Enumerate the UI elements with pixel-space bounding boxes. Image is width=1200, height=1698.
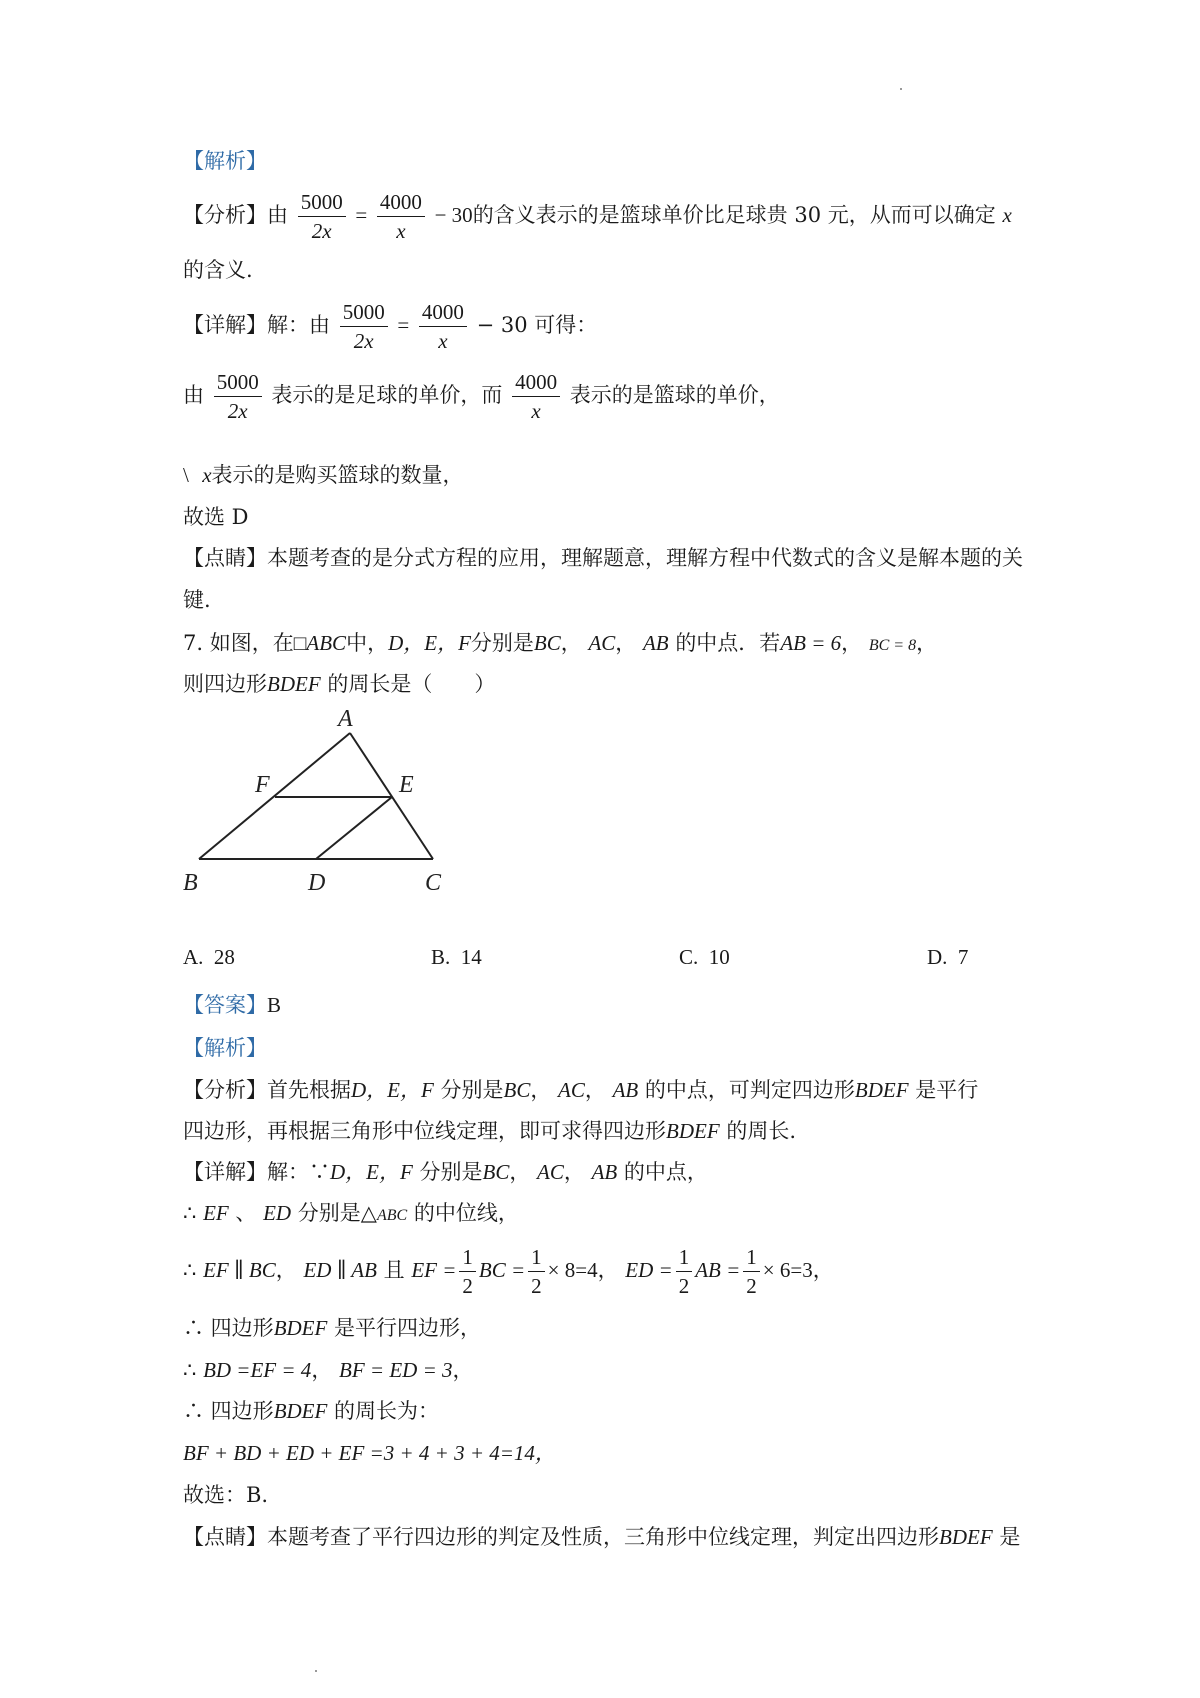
math-bc-eq: BC =: [478, 1258, 526, 1282]
page-mark: [900, 88, 902, 90]
math-ab: AB: [591, 1160, 618, 1184]
fraction-one-half: $\frac{1}{2}$: [528, 1245, 545, 1298]
equals-sign: =: [355, 203, 368, 227]
fraction-5000-2x: $\frac{5000}{2x}$: [214, 370, 262, 423]
analysis-pre: 由: [267, 203, 288, 227]
detail2-pre: 解：∵: [267, 1160, 330, 1184]
analysis2-c: 的中点，可判定四边形: [644, 1078, 855, 1102]
math-bdef: BDEF: [267, 672, 321, 696]
detail2-line-1: 【详解】解：∵D，E，F 分别是BC， AC， AB 的中点，: [183, 1160, 708, 1184]
section-heading-jiexi: 【解析】: [183, 1036, 267, 1060]
detail2-l4: ∴ 四边形: [183, 1316, 274, 1340]
math-ed-eq: ED =: [625, 1258, 673, 1282]
analysis2-line-2: [183, 1116, 796, 1146]
detail2-line-7: BF + BD + ED + EF =3 + 4 + 3 + 4=14，: [183, 1441, 556, 1465]
math-ab: AB: [612, 1078, 639, 1102]
detail-tag: 【详解】: [183, 313, 267, 337]
answer-line: [183, 990, 281, 1020]
review2-post: 是: [999, 1525, 1021, 1549]
option-d[interactable]: D. 7: [927, 945, 969, 969]
section-heading-jiexi: 【解析】: [183, 149, 267, 173]
detail2-l4-b: 是平行四边形，: [334, 1316, 482, 1340]
fraction-4000-x: $\frac{4000}{x}$: [419, 300, 467, 353]
label-d: D: [308, 870, 326, 896]
detail-line2-mid: 表示的是足球的单价，而: [271, 383, 503, 407]
math-def: D，E，F: [351, 1078, 434, 1102]
fraction-one-half: $\frac{1}{2}$: [743, 1245, 760, 1298]
analysis-tag: 【分析】: [183, 1078, 267, 1102]
label-b: B: [183, 870, 198, 896]
math-ac: AC: [558, 1078, 585, 1102]
var-x: x: [202, 463, 212, 487]
math-times-8-eq-4: × 8=4: [547, 1258, 598, 1282]
fraction-one-half: $\frac{1}{2}$: [676, 1245, 693, 1298]
math-ef: EF: [203, 1201, 229, 1225]
analysis2-b: 分别是: [440, 1078, 504, 1102]
option-a[interactable]: A. 28: [183, 945, 235, 969]
detail-line-3: [183, 460, 464, 490]
detail2-line-2: [183, 1198, 519, 1231]
review-tag: 【点睛】: [183, 1525, 267, 1549]
label-a: A: [338, 706, 353, 732]
detail2-line-8: 故选：B.: [183, 1483, 269, 1507]
fraction-4000-x: $\frac{4000}{x}$: [512, 370, 560, 423]
math-ac: AC: [537, 1160, 564, 1184]
answer-tag: 【答案】: [183, 993, 267, 1017]
review2-text: 本题考查了平行四边形的判定及性质，三角形中位线定理，判定出四边形: [267, 1525, 939, 1549]
analysis2-a: 首先根据: [267, 1078, 351, 1102]
math-ac: AC: [588, 631, 616, 655]
analysis2-line2-a: 四边形，再根据三角形中位线定理，即可求得四边形: [183, 1119, 666, 1143]
detail2-l2-c: 分别是△: [297, 1201, 377, 1225]
math-bc-8: BC = 8: [868, 637, 917, 654]
var-x: x: [1002, 203, 1012, 227]
fraction-one-half: $\frac{1}{2}$: [459, 1245, 476, 1298]
question-7-line-1: 7. 如图，在□ABC中，D，E，F分别是BC， AC， AB 的中点．若AB = 6， BC = 8，: [183, 631, 938, 655]
detail-line-2: [183, 370, 780, 423]
detail-line-1: [183, 300, 597, 353]
detail-line2-post: 表示的是篮球的单价，: [569, 383, 780, 407]
label-f: F: [255, 772, 270, 798]
detail2-l3-b: 且: [383, 1258, 405, 1282]
math-def: D，E，F: [330, 1160, 413, 1184]
detail-tag: 【详解】: [183, 1160, 267, 1184]
fraction-5000-2x: $\frac{5000}{2x}$: [340, 300, 388, 353]
q7-line2-a: 则四边形: [183, 672, 267, 696]
math-bdef: BDEF: [939, 1525, 993, 1549]
math-def: D，E，F: [388, 631, 471, 655]
therefore-symbol: \: [183, 463, 189, 487]
triangle-figure: [175, 700, 465, 900]
question-7-line-2: [183, 669, 495, 699]
review-text: 本题考查的是分式方程的应用，理解题意，理解方程中代数式的含义是解本题的关: [267, 546, 1023, 570]
detail2-l6-b: 的周长为：: [334, 1399, 440, 1423]
q7-midpoint-text: 的中点．若: [675, 631, 781, 655]
review-line-2: 键.: [183, 588, 211, 612]
detail-line3-text: 表示的是购买篮球的数量，: [211, 463, 464, 487]
minus-30: − 30: [434, 203, 473, 227]
math-ed-par-ab: ED ∥ AB: [303, 1258, 377, 1282]
detail2-mid: 分别是: [419, 1160, 483, 1184]
math-bdef: BDEF: [273, 1316, 328, 1340]
analysis-tag: 【分析】: [183, 203, 267, 227]
therefore-symbol: ∴: [183, 1258, 197, 1282]
detail2-line-5: ∴ BD =EF = 4， BF = ED = 3，: [183, 1358, 474, 1382]
option-c[interactable]: C. 10: [679, 945, 730, 969]
detail2-line-6: [183, 1396, 439, 1426]
detail2-l2-b: 、: [235, 1201, 257, 1225]
math-bdef: BDEF: [273, 1399, 328, 1423]
math-ab: AB: [642, 631, 669, 655]
q7-line2-b: 的周长是（ ）: [327, 672, 496, 696]
math-times-6-eq-3: × 6=3: [762, 1258, 813, 1282]
review2-line-1: [183, 1522, 1020, 1552]
math-bc: BC: [533, 631, 561, 655]
math-ef-eq: EF =: [411, 1258, 457, 1282]
review-tag: 【点睛】: [183, 546, 267, 570]
detail2-line-4: [183, 1313, 481, 1343]
q7-zhong: 中，: [346, 631, 389, 655]
math-ab-6: AB = 6: [780, 631, 842, 655]
analysis-line-1: [183, 190, 1012, 243]
triangle-symbol: □: [293, 631, 307, 655]
detail2-l6: ∴ 四边形: [183, 1399, 274, 1423]
detail-post: − 30 可得：: [476, 313, 598, 337]
therefore-symbol: ∴: [183, 1201, 197, 1225]
detail2-post: 的中点，: [623, 1160, 708, 1184]
math-bf-ed-3: BF = ED = 3: [339, 1358, 453, 1382]
review-line-1: [183, 543, 1023, 573]
analysis2-d: 是平行: [915, 1078, 979, 1102]
math-abc: ABC: [306, 631, 347, 655]
option-b[interactable]: B. 14: [431, 945, 482, 969]
analysis-line-2: 的含义.: [183, 258, 253, 282]
math-ab-eq: AB =: [695, 1258, 741, 1282]
math-ef-par-bc: EF ∥ BC: [203, 1258, 276, 1282]
fraction-5000-2x: $\frac{5000}{2x}$: [298, 190, 346, 243]
label-c: C: [425, 870, 442, 896]
fraction-4000-x: $\frac{4000}{x}$: [377, 190, 425, 243]
detail-line2-pre: 由: [183, 383, 204, 407]
therefore-symbol: ∴: [183, 1358, 197, 1382]
math-bc: BC: [482, 1160, 510, 1184]
q7-fenbieshi: 分别是: [470, 631, 534, 655]
segment-de: [316, 797, 392, 859]
detail2-l2-d: 的中位线，: [413, 1201, 519, 1225]
math-ed: ED: [263, 1201, 292, 1225]
analysis-text: 的含义表示的是篮球单价比足球贵 30 元，从而可以确定: [472, 203, 996, 227]
math-abc: ABC: [376, 1207, 408, 1224]
analysis2-line2-b: 的周长.: [726, 1119, 797, 1143]
label-e: E: [399, 772, 414, 798]
math-bc: BC: [503, 1078, 531, 1102]
analysis2-line-1: 【分析】首先根据D，E，F 分别是BC， AC， AB 的中点，可判定四边形BDEF 是平行: [183, 1078, 979, 1102]
detail2-line-3: ∴ EF ∥ BC， ED ∥ AB 且 EF = $\frac{1}{2}$ BC = $\frac{1}{2}$ × 8=4， ED = $\frac{1}{2}$ AB = $\frac{1}{2}$ × 6=3，: [183, 1245, 834, 1298]
math-bd-ef-4: BD =EF = 4: [203, 1358, 312, 1382]
detail-pre: 解：由: [267, 313, 330, 337]
q7-intro: 7. 如图，在: [183, 631, 294, 655]
math-bdef: BDEF: [854, 1078, 909, 1102]
answer-value: B: [267, 993, 282, 1017]
page-mark: [315, 1670, 317, 1672]
equals-sign: =: [397, 313, 410, 337]
detail-line-4: 故选 D: [183, 505, 249, 529]
math-bdef: BDEF: [666, 1119, 720, 1143]
